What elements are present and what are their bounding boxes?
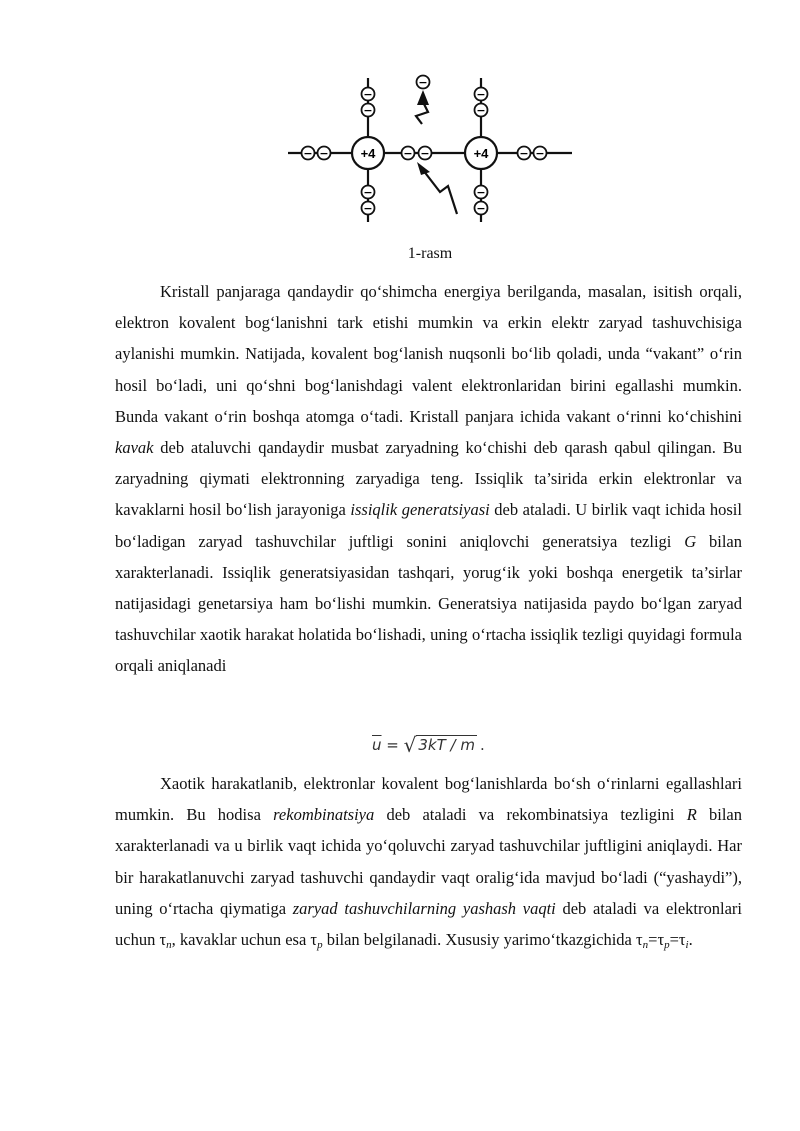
svg-text:−: − (303, 147, 313, 160)
p2-text-4: deb ataladi va elektronlari uchun (115, 898, 742, 950)
svg-text:−: − (519, 147, 529, 160)
p2-text-1: Xaotik harakatlanib, elektronlar kovalent bog‘lanishlarda bo‘sh o‘rinlarni egallashlari mumkin. Bu hodisa (115, 774, 742, 825)
tau-p: $\tau_p$ (310, 930, 323, 952)
electron-icon (362, 202, 375, 216)
electron-icon (475, 104, 488, 118)
electron-icon (318, 147, 331, 161)
svg-text:−: − (476, 186, 486, 199)
figure-caption: 1-rasm (407, 245, 453, 262)
symbol-g: G (684, 531, 697, 551)
p2-text-3: bilan xarakterlanadi va u birlik vaqt ichida yo‘qoluvchi zaryad tashuvchilar juftligini aniqlaydi. Har bir harakatlanuvchi zaryad tashuvchi qandaydir vaqt oralig‘ida mavjud bo‘ladi (“yashaydi”), uning o‘rtacha qiymatiga (115, 805, 742, 918)
p2-text-6: bilan belgilanadi. Xususiy yarimo‘tkazgichida (322, 930, 636, 950)
p1-text-2: deb ataluvchi qandaydir musbat zaryadning ko‘chishi deb qarash qabul qilingan. Bu zaryadning qiymati elektronning zaryadiga teng. Issiqlik ta’sirida erkin elektronlar va kavaklarni hosil bo‘lish jarayoniga (115, 438, 742, 520)
paragraph-1 (115, 276, 742, 682)
p2-text-7: . (688, 930, 693, 950)
electron-icon (362, 104, 375, 118)
electron-icon (417, 76, 430, 90)
electron-icon (402, 147, 415, 161)
svg-text:−: − (476, 104, 486, 117)
svg-text:+4: +4 (360, 146, 376, 161)
electron-icon (475, 88, 488, 102)
vacancy-arrowhead (417, 162, 430, 175)
atom-right (465, 137, 497, 169)
formula-lhs: $\overline{u}$ (372, 736, 382, 754)
electron-icon (362, 186, 375, 200)
electron-icon (475, 186, 488, 200)
svg-text:−: − (420, 147, 430, 160)
electron-icon (419, 147, 432, 161)
radical-sign: √ (403, 733, 417, 757)
term-rekombinatsiya: rekombinatsiya (273, 805, 375, 825)
p1-text-4: bilan xarakterlanadi. Issiqlik generatsiyasidan tashqari, yorug‘ik yoki boshqa energetik ta’sirlar natijasidagi genetarsiya ham bo‘lishi mumkin. Generatsiya natijasida paydo bo‘lgan zaryad tashuvchilar xaotik harakat holatida bo‘lishadi, uning o‘rtacha issiqlik tezligi quyidagi formula orqali aniqlanadi (115, 531, 742, 676)
crystal-lattice-diagram (280, 74, 580, 244)
term-issiqlik-generatsiyasi: issiqlik generatsiyasi (350, 500, 490, 520)
electron-icon (518, 147, 531, 161)
electron-icon (534, 147, 547, 161)
svg-text:−: − (319, 147, 329, 160)
paragraph-2 (115, 768, 742, 961)
svg-text:−: − (476, 88, 486, 101)
svg-text:−: − (418, 76, 428, 89)
svg-text:−: − (363, 186, 373, 199)
formula-equals: = (381, 736, 404, 754)
p2-text-5: , kavaklar uchun esa (171, 930, 311, 950)
atom-left (352, 137, 384, 169)
symbol-r: R (686, 805, 697, 825)
svg-text:+4: +4 (473, 146, 489, 161)
electron-arrowhead (417, 90, 429, 105)
electron-icon (362, 88, 375, 102)
thermal-velocity-formula (372, 731, 485, 755)
svg-text:−: − (403, 147, 413, 160)
tau-equation: $\tau_n=\tau_p=\tau_i$ (635, 930, 689, 952)
p2-text-2: deb ataladi va rekombinatsiya tezligini (374, 805, 687, 825)
svg-text:−: − (363, 88, 373, 101)
electron-icon (475, 202, 488, 216)
svg-text:−: − (363, 202, 373, 215)
tau-n: $\tau_n$ (159, 930, 172, 952)
svg-text:−: − (535, 147, 545, 160)
svg-text:−: − (363, 104, 373, 117)
term-yashash-vaqti: zaryad tashuvchilarning yashash vaqti (292, 898, 556, 918)
formula-end: . (479, 736, 485, 754)
term-kavak: kavak (115, 438, 154, 458)
formula-radicand: 3kT / m (418, 736, 475, 754)
p1-text-3: deb ataladi. U birlik vaqt ichida hosil bo‘ladigan zaryad tashuvchilar juftligi sonini aniqlovchi generatsiya tezligi (115, 500, 742, 551)
electron-icon (302, 147, 315, 161)
svg-text:−: − (476, 202, 486, 215)
p1-text-1: Kristall panjaraga qandaydir qo‘shimcha energiya berilganda, masalan, isitish orqali, elektron kovalent bog‘lanishni tark etishi mumkin va erkin elektr zaryad tashuvchisiga aylanishi mumkin. Natijada, kovalent bog‘lanish nuqsonli bo‘lib qoladi, unda “vakant” o‘rin hosil bo‘ladi, uni qo‘shni bog‘lanishdagi valent elektronlaridan birini egallashi mumkin. Bunda vakant o‘rin boshqa atomga o‘tadi. Kristall panjara ichida vakant o‘rinni ko‘chishini (115, 282, 742, 426)
